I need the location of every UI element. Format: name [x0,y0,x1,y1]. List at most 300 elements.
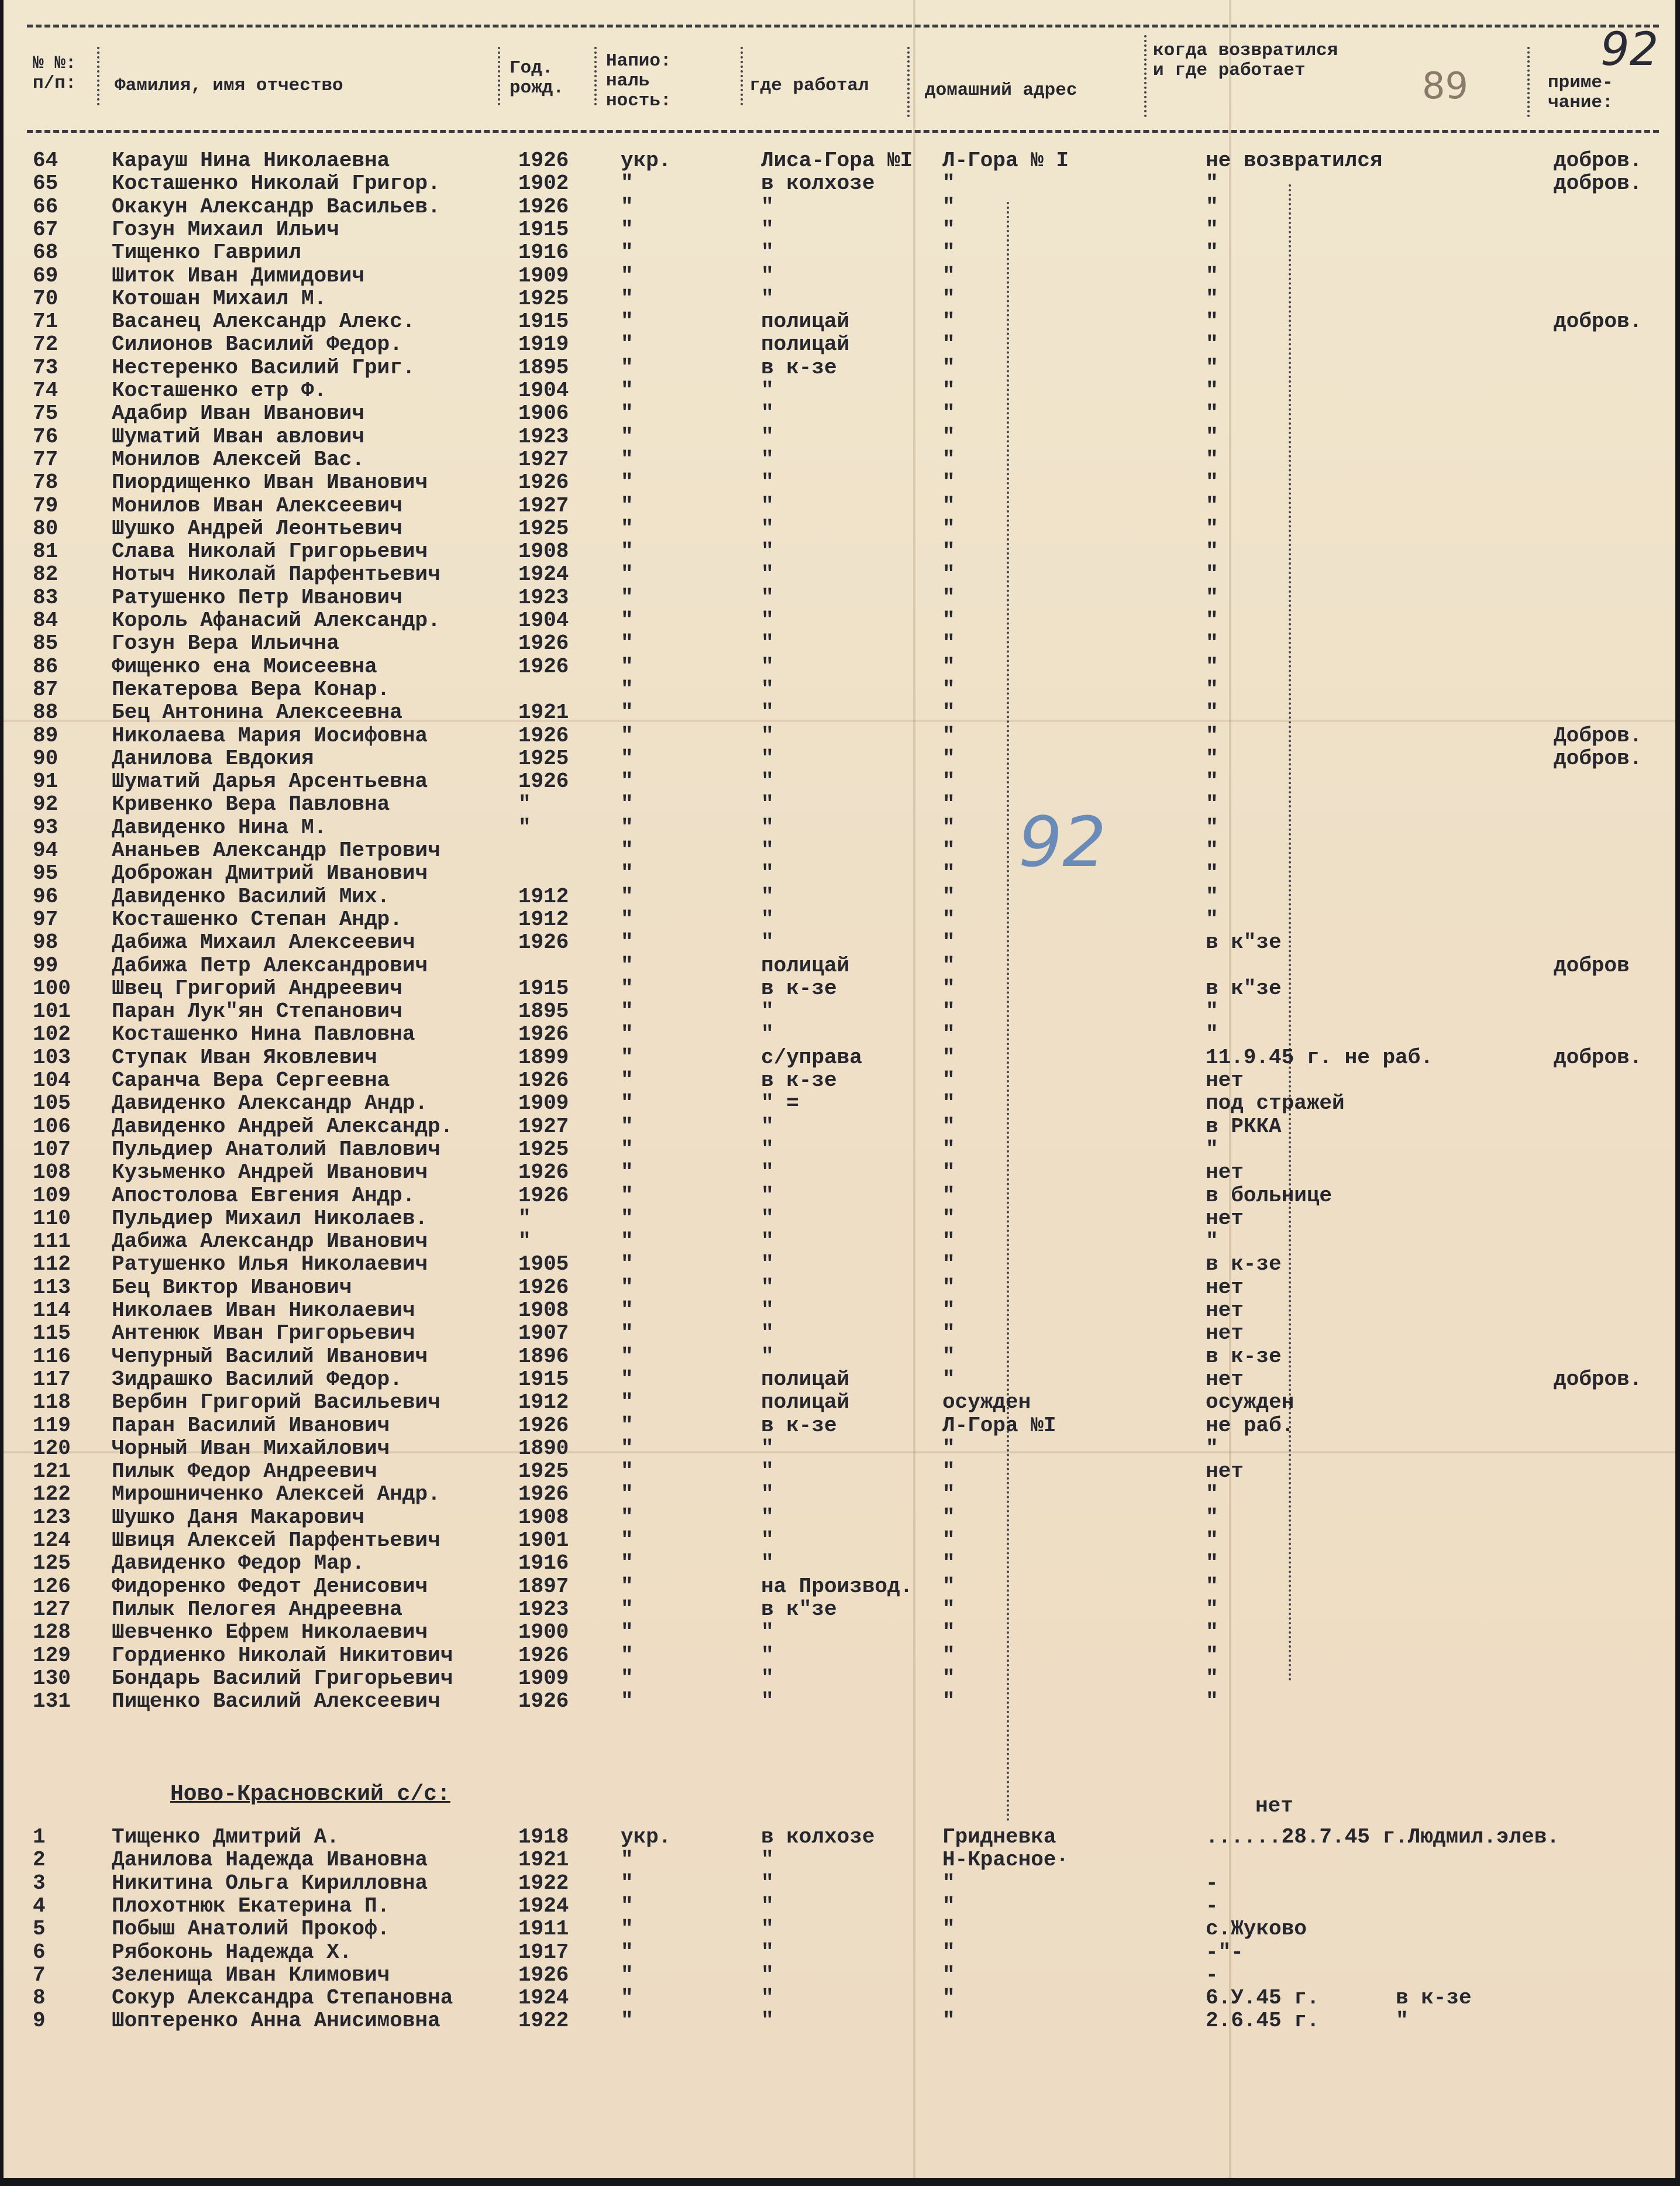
row-workplace: " [761,2009,774,2033]
row-birth-year: 1927 [518,1114,569,1139]
row-workplace: " [761,1459,774,1484]
row-returned: ......28.7.45 г.Людмил.элев. [1206,1825,1559,1849]
header-bottom-rule [27,130,1659,133]
row-birth-year: 1916 [518,1551,569,1576]
row-workplace: " [761,1528,774,1552]
table-row [4,885,1675,908]
row-number: 130 [33,1666,71,1690]
row-nationality: " [621,907,634,932]
row-name: Тищенко Гавриил [112,240,302,265]
row-returned: " [1206,1551,1218,1576]
row-workplace: в к-зе [761,976,837,1001]
row-returned: под стражей [1206,1091,1345,1116]
row-number: 87 [33,677,58,702]
row-returned: " [1206,286,1218,311]
row-returned: " [1206,609,1218,633]
row-number: 76 [33,424,58,449]
row-home-address: " [942,1206,955,1231]
row-birth-year: 1926 [518,631,569,656]
row-birth-year: 1926 [518,1068,569,1092]
header-nationality: Напио: наль ность: [606,51,672,111]
row-nationality: " [621,470,634,495]
pencil-number: 89 [1422,64,1468,107]
row-number: 89 [33,723,58,748]
row-name: Бец Виктор Иванович [112,1275,352,1300]
row-number: 131 [33,1689,71,1714]
row-nationality: " [621,861,634,886]
row-birth-year: 1906 [518,401,569,426]
row-name: Шуматий Дарья Арсентьевна [112,769,428,794]
row-home-address: " [942,171,955,196]
row-number: 124 [33,1528,71,1552]
row-number: 106 [33,1114,71,1139]
table-row [4,862,1675,885]
header-note: приме- чание: [1548,73,1613,113]
table-row [4,563,1675,586]
table-row [4,954,1675,977]
row-nationality: " [621,1045,634,1070]
row-birth-year: 1926 [518,1689,569,1714]
row-workplace: " [761,999,774,1024]
table-row [4,1872,1675,1895]
row-home-address: " [942,1367,955,1391]
row-workplace: " [761,1206,774,1231]
row-name: Окакун Александр Васильев. [112,194,440,219]
row-returned: " [1206,263,1218,288]
table-row [4,1941,1675,1964]
row-birth-year: 1926 [518,470,569,495]
row-birth-year: 1917 [518,1940,569,1964]
row-name: Ступак Иван Яковлевич [112,1045,377,1070]
row-workplace: " [761,792,774,817]
row-number: 71 [33,310,58,334]
row-nationality: " [621,884,634,909]
row-birth-year: 1925 [518,286,569,311]
row-returned: нет [1206,1298,1244,1322]
row-number: 86 [33,654,58,679]
table-row [4,1506,1675,1529]
row-birth-year: 1926 [518,1413,569,1438]
row-workplace: " [761,286,774,311]
row-home-address: " [942,1459,955,1484]
row-home-address: " [942,884,955,909]
row-returned: " [1206,1643,1218,1668]
row-home-address: " [942,1940,955,1964]
row-returned: " [1206,310,1218,334]
row-home-address: " [942,1689,955,1714]
row-nationality: " [621,838,634,862]
table-row [4,1000,1675,1023]
row-name: Паран Лук"ян Степанович [112,999,402,1024]
row-workplace: в колхозе [761,1825,875,1849]
row-nationality: " [621,1940,634,1964]
table-row [4,1184,1675,1207]
row-home-address: " [942,1091,955,1116]
header-year: Год. рожд. [509,58,564,98]
row-birth-year: 1902 [518,171,569,196]
table-row [4,655,1675,678]
row-workplace: в к-зе [761,355,837,380]
row-workplace: " [761,861,774,886]
row-home-address: " [942,562,955,587]
row-workplace: " [761,1848,774,1872]
row-nationality: " [621,1917,634,1941]
row-number: 2 [33,1848,46,1872]
row-returned: " [1206,884,1218,909]
row-number: 105 [33,1091,71,1116]
row-workplace: " [761,1986,774,2010]
row-home-address: " [942,2009,955,2033]
row-nationality: " [621,1962,634,1987]
header-name: Фамилия, имя отчество [115,75,343,96]
table-row [4,1575,1675,1598]
row-home-address: " [942,1871,955,1895]
section2-title: Ново-Красновский с/с: [170,1782,450,1807]
header-home: домашний адрес [925,80,1077,101]
row-number: 64 [33,149,58,173]
row-returned: " [1206,907,1218,932]
row-nationality: " [621,1091,634,1116]
row-returned: нет [1206,1275,1244,1300]
header-work: где работал [749,75,869,96]
row-birth-year: 1915 [518,310,569,334]
row-number: 104 [33,1068,71,1092]
table-row [4,494,1675,517]
row-home-address: " [942,194,955,219]
row-returned: " [1206,838,1218,862]
row-home-address: " [942,861,955,886]
row-returned: 2.6.45 г. [1206,2009,1320,2033]
row-nationality: " [621,379,634,403]
row-number: 68 [33,240,58,265]
table-row [4,1552,1675,1575]
row-birth-year: 1926 [518,930,569,955]
row-workplace: " [761,1298,774,1322]
row-nationality: " [621,1321,634,1346]
table-row [4,1964,1675,1986]
row-workplace: полицай [761,310,850,334]
row-workplace: " [761,907,774,932]
row-home-address: " [942,907,955,932]
row-workplace: " [761,631,774,656]
row-birth-year: 1911 [518,1917,569,1941]
row-workplace: полицай [761,1367,850,1391]
row-returned: в РККА [1206,1114,1282,1139]
row-home-address: " [942,286,955,311]
row-home-address: " [942,401,955,426]
table-row [4,1460,1675,1483]
row-birth-year: 1897 [518,1574,569,1599]
row-birth-year: 1926 [518,1962,569,1987]
row-number: 128 [33,1620,71,1645]
table-row [4,287,1675,310]
row-birth-year: 1926 [518,1482,569,1507]
row-workplace: " [761,1114,774,1139]
table-row [4,609,1675,632]
row-workplace: " [761,609,774,633]
row-birth-year: 1904 [518,609,569,633]
table-row [4,1529,1675,1552]
row-home-address: " [942,1893,955,1918]
row-returned: " [1206,746,1218,771]
row-number: 83 [33,585,58,610]
row-home-address: " [942,516,955,541]
row-nationality: " [621,677,634,702]
table-row [4,1437,1675,1460]
row-returned-extra: в к-зе [1396,1986,1472,2010]
row-workplace: " [761,1160,774,1185]
row-name: Фищенко ена Моисеевна [112,654,377,679]
row-workplace: " [761,654,774,679]
row-returned: -"- [1206,1940,1244,1964]
table-row [4,1253,1675,1276]
row-home-address: " [942,1160,955,1185]
row-nationality: " [621,1183,634,1208]
row-nationality: " [621,1620,634,1645]
row-number: 66 [33,194,58,219]
row-workplace: Лиса-Гора №I [761,149,913,173]
row-birth-year: 1905 [518,1252,569,1277]
row-name: Шоптеренко Анна Анисимовна [112,2009,440,2033]
table-row [4,1368,1675,1391]
row-birth-year: 1912 [518,907,569,932]
row-home-address: " [942,379,955,403]
row-workplace: " [761,746,774,771]
row-nationality: " [621,1574,634,1599]
row-home-address: " [942,609,955,633]
row-nationality: " [621,1068,634,1092]
row-workplace: " [761,1643,774,1668]
row-nationality: " [621,976,634,1001]
row-returned: " [1206,171,1218,196]
row-nationality: " [621,1160,634,1185]
row-returned: " [1206,379,1218,403]
row-nationality: " [621,1597,634,1621]
row-home-address: " [942,1962,955,1987]
row-name: Ананьев Александр Петрович [112,838,440,862]
table-row [4,678,1675,701]
row-home-address: " [942,263,955,288]
row-workplace: " = [761,1091,799,1116]
row-nationality: " [621,310,634,334]
row-nationality: " [621,723,634,748]
row-name: Тищенко Дмитрий А. [112,1825,339,1849]
row-returned: " [1206,1229,1218,1254]
row-number: 108 [33,1160,71,1185]
row-name: Побыш Анатолий Прокоф. [112,1917,390,1941]
row-name: Монилов Алексей Вас. [112,447,365,472]
row-workplace: " [761,1229,774,1254]
table-row [4,241,1675,264]
row-birth-year: 1922 [518,2009,569,2033]
row-workplace: " [761,1482,774,1507]
row-returned: " [1206,194,1218,219]
row-name: Кузьменко Андрей Иванович [112,1160,428,1185]
row-nationality: " [621,1986,634,2010]
table-row [4,1848,1675,1871]
row-workplace: " [761,1183,774,1208]
table-row [4,149,1675,172]
row-nationality: " [621,355,634,380]
row-returned: " [1206,332,1218,357]
row-number: 99 [33,953,58,978]
row-returned: нет [1206,1459,1244,1484]
table-row [4,747,1675,770]
row-nationality: " [621,609,634,633]
row-birth-year: 1924 [518,1893,569,1918]
section2-top-note: нет [1255,1794,1293,1818]
row-home-address: " [942,1229,955,1254]
row-birth-year: 1926 [518,723,569,748]
table-row [4,402,1675,425]
table-row [4,770,1675,793]
row-returned: не возвратился [1206,149,1383,173]
row-nationality: " [621,1275,634,1300]
row-name: Сокур Александра Степановна [112,1986,453,2010]
row-birth-year: 1908 [518,1298,569,1322]
table-row [4,2009,1675,2032]
row-workplace: " [761,1344,774,1369]
row-workplace: на Производ. [761,1574,913,1599]
row-number: 93 [33,815,58,840]
row-name: Паран Василий Иванович [112,1413,390,1438]
row-name: Пекатерова Вера Конар. [112,677,390,702]
row-name: Косташенко Степан Андр. [112,907,402,932]
table-row [4,816,1675,839]
table-row [4,793,1675,816]
row-workplace: " [761,1137,774,1161]
row-home-address: " [942,1620,955,1645]
row-home-address: " [942,217,955,242]
row-number: 77 [33,447,58,472]
row-number: 70 [33,286,58,311]
row-nationality: " [621,516,634,541]
row-home-address: " [942,677,955,702]
row-workplace: " [761,424,774,449]
row-workplace: полицай [761,332,850,357]
row-nationality: " [621,654,634,679]
row-returned: " [1206,999,1218,1024]
row-workplace: " [761,516,774,541]
row-returned: " [1206,1482,1218,1507]
row-returned: " [1206,631,1218,656]
row-nationality: " [621,1871,634,1895]
row-name: Король Афанасий Александр. [112,609,440,633]
row-home-address: " [942,1321,955,1346]
row-home-address: " [942,700,955,725]
row-workplace: " [761,562,774,587]
row-number: 95 [33,861,58,886]
row-returned: не раб. [1206,1413,1295,1438]
row-nationality: " [621,1459,634,1484]
row-name: Кривенко Вера Павловна [112,792,390,817]
row-number: 4 [33,1893,46,1918]
row-birth-year: 1912 [518,884,569,909]
row-name: Косташенко Николай Григор. [112,171,440,196]
document-page [4,0,1675,2178]
row-nationality: " [621,332,634,357]
row-returned: " [1206,1528,1218,1552]
row-returned: " [1206,792,1218,817]
row-name: Швец Григорий Андреевич [112,976,402,1001]
row-home-address: " [942,1597,955,1621]
row-number: 118 [33,1390,71,1415]
table-row [4,1917,1675,1940]
row-workplace: " [761,539,774,564]
row-name: Рябоконь Надежда Х. [112,1940,352,1964]
row-returned: в к"зе [1206,930,1282,955]
table-row [4,1046,1675,1069]
table-row [4,1391,1675,1414]
row-birth-year: 1921 [518,1848,569,1872]
row-home-address: Л-Гора № I [942,149,1069,173]
row-name: Пилык Пелогея Андреевна [112,1597,402,1621]
row-workplace: " [761,1551,774,1576]
row-nationality: " [621,1848,634,1872]
row-nationality: " [621,447,634,472]
row-nationality: " [621,1344,634,1369]
row-note: Добров. [1554,723,1643,748]
table-row [4,1322,1675,1345]
row-nationality: укр. [621,1825,672,1849]
row-returned: " [1206,240,1218,265]
row-nationality: " [621,401,634,426]
row-returned: " [1206,1620,1218,1645]
row-number: 100 [33,976,71,1001]
row-name: Вербин Григорий Васильевич [112,1390,440,1415]
row-number: 1 [33,1825,46,1849]
row-number: 69 [33,263,58,288]
row-name: Шуматий Иван авлович [112,424,365,449]
row-birth-year: 1912 [518,1390,569,1415]
table-row [4,1276,1675,1299]
row-returned: " [1206,401,1218,426]
row-home-address: " [942,310,955,334]
row-name: Косташенко етр Ф. [112,379,327,403]
row-birth-year: 1915 [518,1367,569,1391]
row-workplace: " [761,723,774,748]
row-returned: - [1206,1962,1218,1987]
row-returned: " [1206,217,1218,242]
row-birth-year: 1925 [518,516,569,541]
row-returned: нет [1206,1068,1244,1092]
row-returned: " [1206,1505,1218,1529]
row-birth-year: 1926 [518,1183,569,1208]
row-number: 7 [33,1962,46,1987]
row-birth-year: 1895 [518,999,569,1024]
row-home-address: " [942,1505,955,1529]
row-name: Гозун Михаил Ильич [112,217,339,242]
table-row [4,1667,1675,1690]
row-workplace: в к"зе [761,1597,837,1621]
row-home-address: " [942,1482,955,1507]
table-row [4,1483,1675,1506]
row-name: Шиток Иван Димидович [112,263,365,288]
row-returned: " [1206,585,1218,610]
row-home-address: " [942,470,955,495]
row-number: 114 [33,1298,71,1322]
row-birth-year: 1921 [518,700,569,725]
row-home-address: " [942,1275,955,1300]
row-home-address: " [942,999,955,1024]
row-home-address: " [942,585,955,610]
table-row [4,1115,1675,1138]
row-name: Гордиенко Николай Никитович [112,1643,453,1668]
row-nationality: " [621,1367,634,1391]
header-top-rule [27,25,1659,28]
row-home-address: " [942,1917,955,1941]
row-home-address: " [942,976,955,1001]
